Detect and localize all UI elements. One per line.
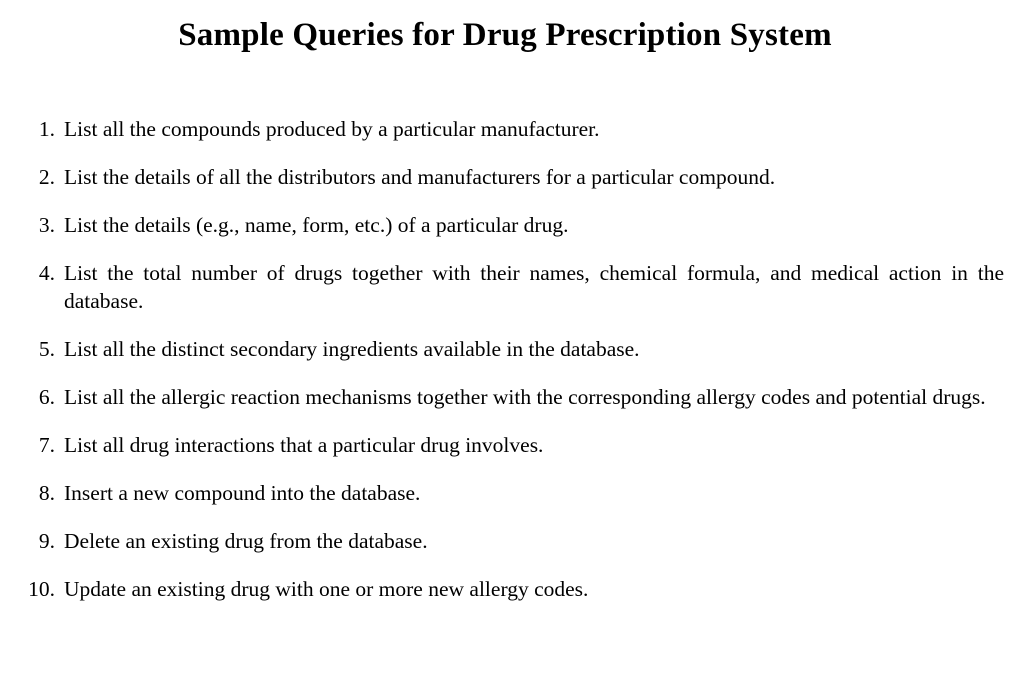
item-number: 2. bbox=[38, 165, 55, 189]
item-text: Insert a new compound into the database. bbox=[64, 481, 421, 505]
list-item bbox=[0, 335, 1024, 363]
item-number: 1. bbox=[38, 117, 55, 141]
list-item bbox=[0, 431, 1024, 459]
item-text: List the details of all the distributors and manufacturers for a particular compound. bbox=[64, 165, 776, 189]
item-text: Update an existing drug with one or more new allergy codes. bbox=[64, 577, 589, 601]
list-item bbox=[0, 211, 1024, 239]
item-number: 3. bbox=[38, 213, 55, 237]
list-item bbox=[0, 259, 1024, 315]
item-number: 8. bbox=[38, 481, 55, 505]
item-number: 5. bbox=[38, 337, 55, 361]
item-text: Delete an existing drug from the database. bbox=[64, 529, 428, 553]
item-number: 7. bbox=[38, 433, 55, 457]
item-number: 4. bbox=[38, 261, 55, 285]
item-text: List all the distinct secondary ingredients available in the database. bbox=[64, 337, 640, 361]
list-item bbox=[0, 575, 1024, 603]
list-item bbox=[0, 115, 1024, 143]
page-title: Sample Queries for Drug Prescription System bbox=[178, 17, 832, 53]
item-text: List all the allergic reaction mechanisms together with the corresponding allergy codes and potential drugs. bbox=[64, 385, 986, 409]
query-list bbox=[0, 115, 1024, 623]
list-item bbox=[0, 163, 1024, 191]
list-item bbox=[0, 383, 1024, 411]
item-number: 10. bbox=[28, 577, 55, 601]
item-number: 6. bbox=[38, 385, 55, 409]
list-item bbox=[0, 479, 1024, 507]
item-text: List all drug interactions that a particular drug involves. bbox=[64, 433, 544, 457]
item-text: List the details (e.g., name, form, etc.) of a particular drug. bbox=[64, 213, 569, 237]
item-number: 9. bbox=[38, 529, 55, 553]
list-item bbox=[0, 527, 1024, 555]
item-text: List the total number of drugs together with their names, chemical formula, and medical action in the database. bbox=[64, 261, 1004, 313]
item-text: List all the compounds produced by a particular manufacturer. bbox=[64, 117, 600, 141]
